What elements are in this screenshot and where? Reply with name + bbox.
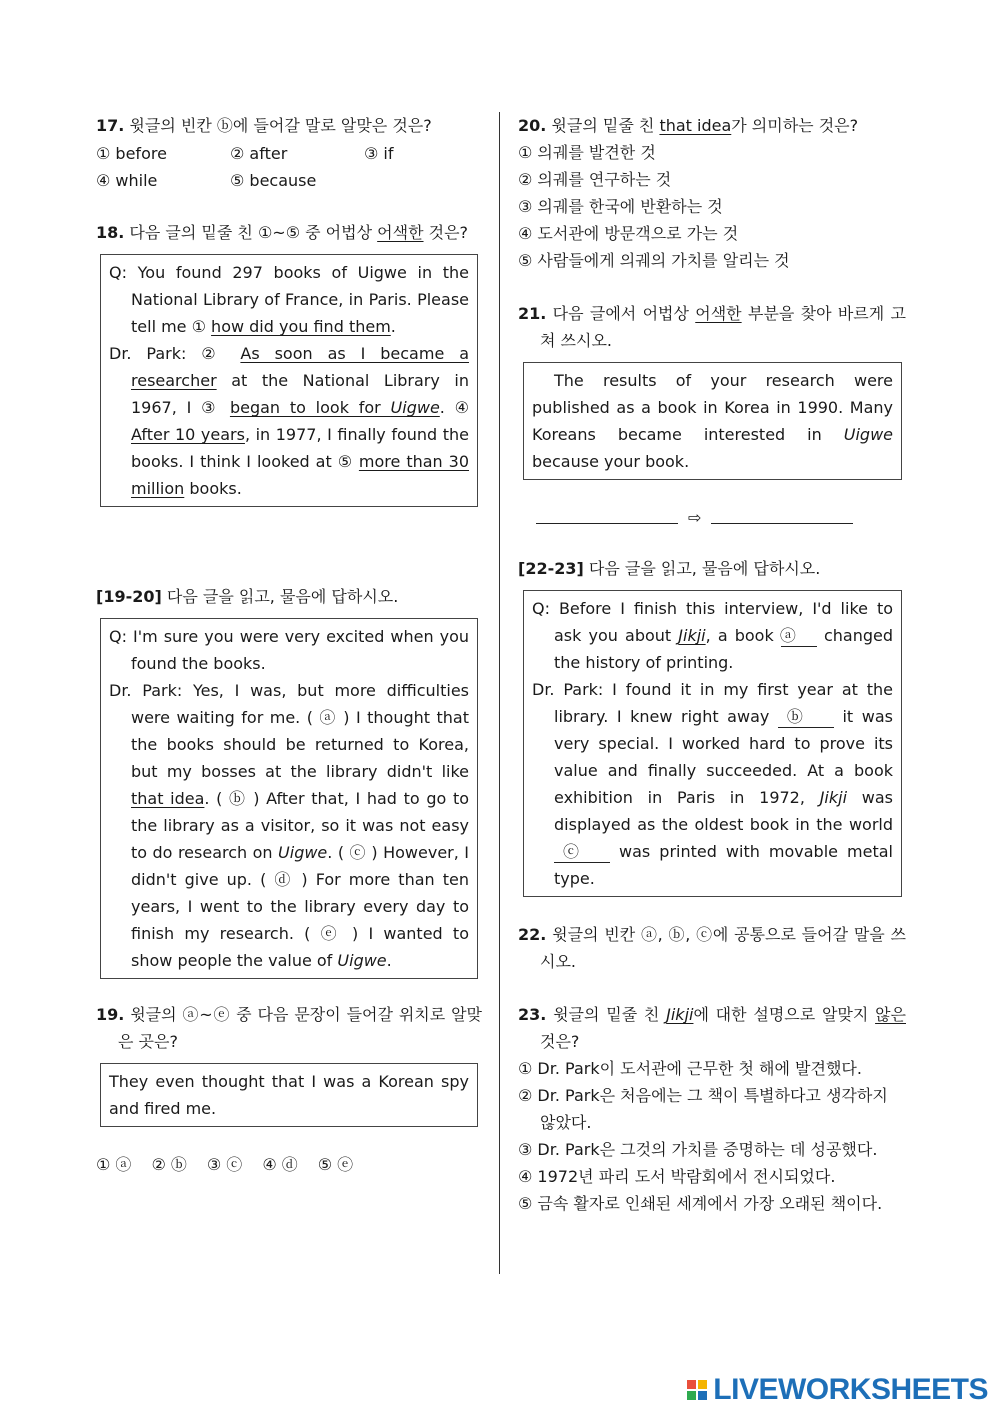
blank-c[interactable]: ⓒ (554, 842, 610, 863)
passage-19-20-answer: Dr. Park: Yes, I was, but more difficulties were waiting for me. ( ⓐ ) I thought that the books should be returned to Korea, but my bosses at the library didn't like that idea. ( ⓑ ) After that, I had to go to the library as a visitor, so it was not easy to do research on Uigwe. ( ⓒ ) However, I didn't give up. ( ⓓ ) For more than ten years, I went to the library every day to finish my research. ( ⓔ ) I wanted to show people the value of Uigwe. (109, 681, 470, 970)
q23-options (518, 1055, 906, 1217)
q20-option-4[interactable]: ④ 도서관에 방문객으로 가는 것 (518, 224, 739, 243)
question-20: 20. 윗글의 밑줄 친 that idea가 의미하는 것은? (518, 116, 859, 135)
q18-passage-box (100, 254, 478, 507)
q17-option-5[interactable]: ⑤ because (230, 171, 317, 190)
question-22: 22. 윗글의 빈칸 ⓐ, ⓑ, ⓒ에 공통으로 들어갈 말을 쓰시오. (518, 925, 906, 971)
blank-a[interactable]: ⓐ (781, 626, 817, 647)
section-19-20-heading: [19-20] 다음 글을 읽고, 물음에 답하시오. (96, 587, 399, 606)
q23-option-2[interactable]: ② Dr. Park은 처음에는 그 책이 특별하다고 생각하지 않았다. (518, 1086, 888, 1132)
question-18: 18. 다음 글의 밑줄 친 ①~⑤ 중 어법상 어색한 것은? (96, 223, 469, 242)
q21-passage-box: The results of your research were published as a book in Korea in 1990. Many Koreans became interested in Uigwe because your book. (523, 362, 902, 480)
q20-option-1[interactable]: ① 의궤를 발견한 것 (518, 143, 656, 162)
passage-22-23-question: Q: Before I finish this interview, I'd like to ask you about Jikji, a book ⓐ changed the history of printing. (532, 599, 893, 672)
question-19: 19. 윗글의 ⓐ~ⓔ 중 다음 문장이 들어갈 위치로 알맞은 곳은? (96, 1005, 482, 1051)
q20-option-2[interactable]: ② 의궤를 연구하는 것 (518, 170, 672, 189)
q19-option-3[interactable]: ③ ⓒ (206, 1155, 243, 1174)
passage-19-20-box (100, 618, 478, 979)
q17-number: 17. (96, 116, 125, 135)
q23-option-3[interactable]: ③ Dr. Park은 그것의 가치를 증명하는 데 성공했다. (518, 1140, 878, 1159)
q19-option-1[interactable]: ① ⓐ (96, 1155, 132, 1174)
q17-options (96, 140, 482, 194)
blank-b[interactable]: ⓑ (778, 707, 834, 728)
q21-wrong-part-blank[interactable] (536, 511, 678, 524)
q20-option-5[interactable]: ⑤ 사람들에게 의궤의 가치를 알리는 것 (518, 251, 790, 270)
q19-options (96, 1151, 482, 1178)
question-23: 23. 윗글의 밑줄 친 Jikji에 대한 설명으로 알맞지 않은 것은? (518, 1005, 906, 1051)
q19-option-5[interactable]: ⑤ ⓔ (317, 1155, 354, 1174)
passage-22-23-answer: Dr. Park: I found it in my first year at the library. I knew right away ⓑ it was very special. I worked hard to prove its value and finally succeeded. At a book exhibition in Paris in 1972, Jikji was displayed as the oldest book in the world ⓒ was printed with movable metal type. (532, 680, 893, 888)
q17-option-4[interactable]: ④ while (96, 171, 158, 190)
q21-correction-blank[interactable] (711, 511, 853, 524)
brand-name: LIVEWORKSHEETS (713, 1373, 988, 1406)
q18-answer-line: Dr. Park: ② As soon as I became a researcher at the National Library in 1967, I ③ began to look for Uigwe. ④ After 10 years, in 1977, I finally found the books. I think I looked at ⑤ more than 30 million books. (109, 344, 470, 498)
column-divider (499, 112, 500, 1274)
q19-option-2[interactable]: ② ⓑ (151, 1155, 187, 1174)
q20-options (518, 139, 906, 274)
q23-option-5[interactable]: ⑤ 금속 활자로 인쇄된 세계에서 가장 오래된 책이다. (518, 1194, 883, 1213)
question-21: 21. 다음 글에서 어법상 어색한 부분을 찾아 바르게 고쳐 쓰시오. (518, 304, 906, 350)
logo-icon (687, 1380, 707, 1400)
right-column (518, 112, 906, 1217)
left-column (96, 112, 482, 1178)
q23-option-1[interactable]: ① Dr. Park이 도서관에 근무한 첫 해에 발견했다. (518, 1059, 862, 1078)
q19-sentence-box: They even thought that I was a Korean spy and fired me. (100, 1063, 478, 1127)
q20-option-3[interactable]: ③ 의궤를 한국에 반환하는 것 (518, 197, 723, 216)
q23-option-4[interactable]: ④ 1972년 파리 도서 박람회에서 전시되었다. (518, 1167, 836, 1186)
arrow-icon: ⇨ (688, 508, 702, 527)
question-17 (96, 112, 482, 140)
passage-22-23-box (523, 590, 902, 897)
passage-19-20-question: Q: I'm sure you were very excited when you found the books. (109, 627, 469, 673)
q17-option-3[interactable]: ③ if (364, 144, 394, 163)
q17-option-2[interactable]: ② after (230, 144, 288, 163)
section-22-23-heading: [22-23] 다음 글을 읽고, 물음에 답하시오. (518, 559, 821, 578)
q19-option-4[interactable]: ④ ⓓ (262, 1155, 298, 1174)
q18-interviewer-line: Q: You found 297 books of Uigwe in the National Library of France, in Paris. Please tell me ① how did you find them. (109, 263, 469, 336)
q21-answer-area (536, 504, 906, 531)
liveworksheets-logo (687, 1373, 988, 1406)
q17-option-1[interactable]: ① before (96, 144, 167, 163)
q17-text: 윗글의 빈칸 ⓑ에 들어갈 말로 알맞은 것은? (124, 116, 432, 135)
